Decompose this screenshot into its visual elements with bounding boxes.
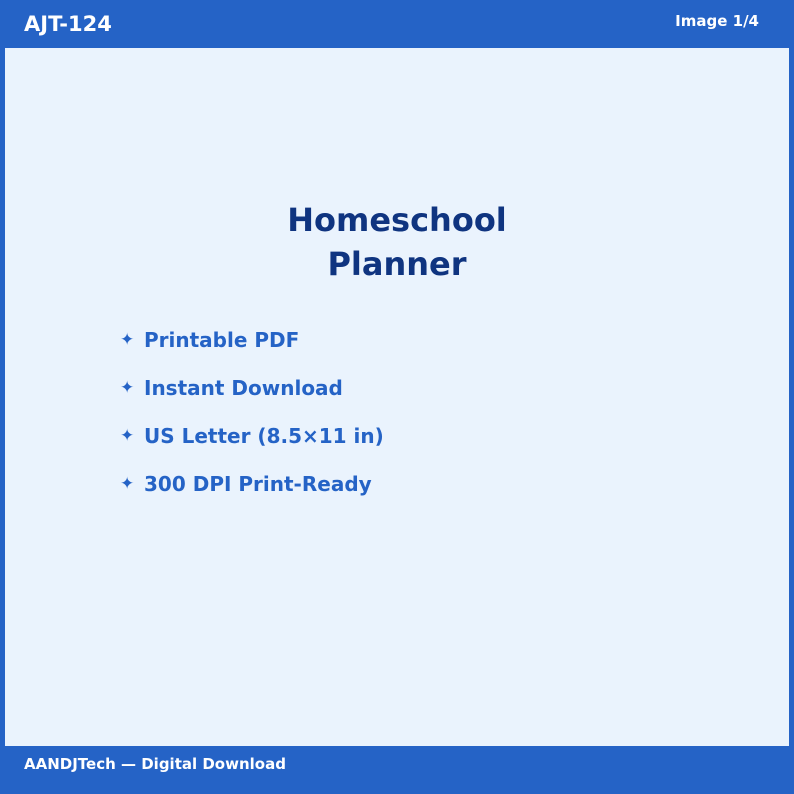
feature-label: 300 DPI Print-Ready [144,472,372,496]
title-line-2: Planner [327,245,467,283]
footer-bar [0,746,794,794]
sparkle-icon: ✦ [120,426,135,446]
title-line-1: Homeschool [287,201,507,239]
feature-item [120,316,384,364]
feature-label: Instant Download [144,376,343,400]
feature-list [120,316,384,508]
feature-item [120,364,384,412]
content-panel [5,48,789,746]
sparkle-icon: ✦ [120,378,135,398]
brand-label: AANDJTech — Digital Download [24,755,286,773]
sparkle-icon: ✦ [120,330,135,350]
feature-item [120,412,384,460]
sparkle-icon: ✦ [120,474,135,494]
image-counter: Image 1/4 [675,12,759,30]
header-bar [0,0,794,48]
feature-label: US Letter (8.5×11 in) [144,424,384,448]
product-title [5,198,789,286]
product-sku: AJT-124 [24,12,112,36]
feature-label: Printable PDF [144,328,300,352]
feature-item [120,460,384,508]
